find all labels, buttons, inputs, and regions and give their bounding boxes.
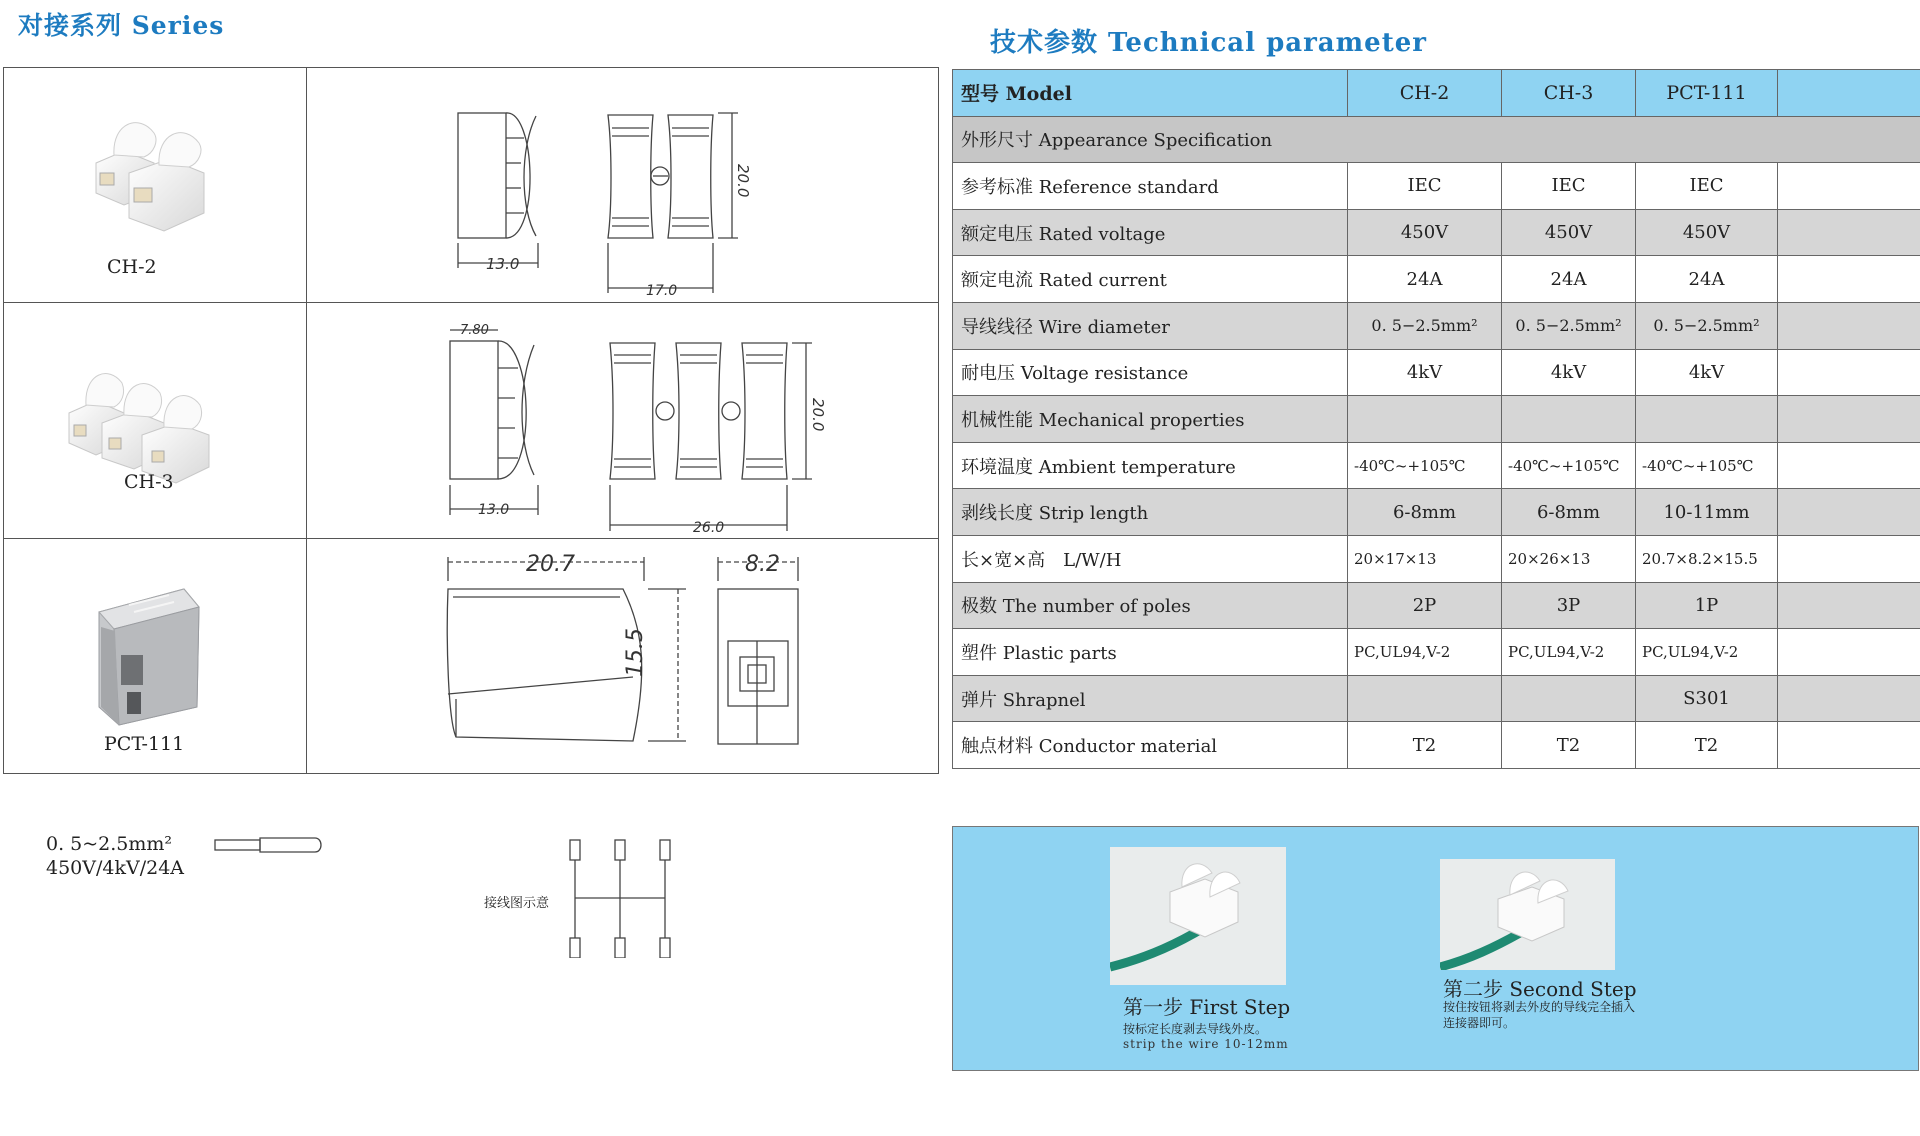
step2-desc — [1443, 999, 1635, 1031]
spec-cell-empty — [1778, 209, 1920, 256]
spec-cell-empty — [1778, 349, 1920, 396]
ch3-top-depth-label: 7.80 — [460, 323, 489, 338]
spec-cell: -40℃~+105℃ — [1348, 442, 1502, 489]
spec-cell-empty — [1778, 396, 1920, 443]
step2-desc-line1: 按住按钮将剥去外皮的导线完全插入 — [1443, 1000, 1636, 1014]
spec-cell: -40℃~+105℃ — [1636, 442, 1778, 489]
spec-cell: IEC — [1502, 163, 1636, 210]
spec-row-current — [953, 256, 1920, 303]
spec-row-label: 环境温度 Ambient temperature — [953, 442, 1348, 489]
spec-cell: 4kV — [1636, 349, 1778, 396]
spec-cell-empty — [1778, 582, 1920, 629]
step1-connector-icon — [1110, 847, 1286, 985]
wiring-diagram-label: 接线图示意 — [484, 896, 550, 911]
spec-cell — [1502, 396, 1636, 443]
product-photo-ch2 — [4, 68, 307, 302]
spec-cell: PC,UL94,V-2 — [1502, 629, 1636, 676]
spec-cell: PC,UL94,V-2 — [1348, 629, 1502, 676]
product-photo-pct111 — [4, 539, 307, 774]
spec-row-label: 机械性能 Mechanical properties — [953, 396, 1348, 443]
wire-spec-range: 0. 5~2.5mm² — [46, 833, 173, 855]
spec-cell: 6-8mm — [1502, 489, 1636, 536]
spec-row-label: 极数 The number of poles — [953, 582, 1348, 629]
spec-cell-empty — [1778, 489, 1920, 536]
spec-cell: 4kV — [1502, 349, 1636, 396]
spec-row-label: 参考标准 Reference standard — [953, 163, 1348, 210]
model-label-ch2: CH-2 — [107, 256, 157, 278]
spec-row-label: 塑件 Plastic parts — [953, 629, 1348, 676]
spec-row-standard — [953, 163, 1920, 210]
step1-title: 第一步 First Step — [1123, 995, 1291, 1019]
spec-header-empty — [1778, 70, 1920, 117]
pct111-dimension-drawing — [308, 539, 938, 774]
installation-steps — [952, 826, 1919, 1071]
spec-row-poles — [953, 582, 1920, 629]
spec-cell-empty — [1778, 256, 1920, 303]
spec-cell — [1502, 675, 1636, 722]
spec-cell — [1348, 675, 1502, 722]
spec-cell: 1P — [1636, 582, 1778, 629]
spec-row-voltage-resistance — [953, 349, 1920, 396]
spec-header-model: CH-3 — [1502, 70, 1636, 117]
spec-row-conductor — [953, 722, 1920, 769]
product-photo-ch3 — [4, 303, 307, 538]
step1-photo — [1110, 847, 1286, 985]
spec-cell: 6-8mm — [1348, 489, 1502, 536]
spec-cell — [1348, 396, 1502, 443]
drawing-pct111 — [308, 539, 938, 774]
series-row-ch2 — [4, 68, 938, 303]
spec-cell-empty — [1778, 302, 1920, 349]
step2-title: 第二步 Second Step — [1443, 977, 1637, 1001]
spec-row-label: 弹片 Shrapnel — [953, 675, 1348, 722]
spec-cell: 2P — [1348, 582, 1502, 629]
spec-header-row — [953, 70, 1920, 117]
spec-row-appearance — [953, 116, 1920, 163]
ch2-width-label: 17.0 — [646, 283, 678, 299]
spec-row-shrapnel — [953, 675, 1920, 722]
spec-cell: 4kV — [1348, 349, 1502, 396]
spec-cell: 0. 5−2.5mm² — [1348, 302, 1502, 349]
spec-row-mechanical — [953, 396, 1920, 443]
step1-desc-en: strip the wire 10-12mm — [1123, 1037, 1289, 1051]
spec-row-plastic — [953, 629, 1920, 676]
spec-cell: 20×17×13 — [1348, 535, 1502, 582]
spec-cell: 0. 5−2.5mm² — [1636, 302, 1778, 349]
ch3-depth-label: 13.0 — [478, 502, 510, 518]
series-title: 对接系列 Series — [18, 11, 225, 40]
wire-spec-ratings: 450V/4kV/24A — [46, 857, 185, 879]
spec-cell — [1636, 396, 1778, 443]
spec-cell-empty — [1778, 629, 1920, 676]
model-label-ch3: CH-3 — [124, 471, 174, 493]
spec-cell: 24A — [1636, 256, 1778, 303]
ch3-connector-icon — [4, 303, 307, 539]
spec-cell-empty — [1778, 722, 1920, 769]
spec-header-model: CH-2 — [1348, 70, 1502, 117]
spec-row-label: 额定电压 Rated voltage — [953, 209, 1348, 256]
spec-cell-empty — [1778, 675, 1920, 722]
spec-row-wire-diameter — [953, 302, 1920, 349]
spec-row-label: 外形尺寸 Appearance Specification — [953, 116, 1920, 163]
drawing-ch2 — [308, 68, 938, 302]
spec-row-label: 耐电压 Voltage resistance — [953, 349, 1348, 396]
spec-row-label: 导线线径 Wire diameter — [953, 302, 1348, 349]
spec-cell: T2 — [1502, 722, 1636, 769]
ch2-dimension-drawing — [308, 68, 938, 303]
spec-row-voltage — [953, 209, 1920, 256]
ch3-dimension-drawing — [308, 303, 938, 539]
spec-row-temperature — [953, 442, 1920, 489]
spec-row-strip-length — [953, 489, 1920, 536]
spec-cell: 450V — [1348, 209, 1502, 256]
series-row-ch3 — [4, 303, 938, 539]
spec-row-label: 剥线长度 Strip length — [953, 489, 1348, 536]
spec-cell: 20×26×13 — [1502, 535, 1636, 582]
spec-cell: T2 — [1636, 722, 1778, 769]
spec-cell: 0. 5−2.5mm² — [1502, 302, 1636, 349]
pct111-height-label: 15.5 — [623, 628, 648, 677]
spec-cell: 24A — [1502, 256, 1636, 303]
spec-cell-empty — [1778, 442, 1920, 489]
spec-cell-empty — [1778, 163, 1920, 210]
pct111-width-label: 8.2 — [745, 552, 780, 577]
spec-cell: 450V — [1636, 209, 1778, 256]
step2-connector-icon — [1440, 859, 1615, 970]
step1-desc: 按标定长度剥去导线外皮。 — [1123, 1022, 1268, 1036]
spec-table — [952, 69, 1920, 769]
ch2-height-label: 20.0 — [734, 164, 752, 198]
wire-spec-note — [46, 832, 184, 880]
spec-row-label: 额定电流 Rated current — [953, 256, 1348, 303]
spec-row-label: 触点材料 Conductor material — [953, 722, 1348, 769]
pct111-length-label: 20.7 — [526, 552, 575, 577]
spec-cell: S301 — [1636, 675, 1778, 722]
spec-row-lwh — [953, 535, 1920, 582]
spec-cell: 3P — [1502, 582, 1636, 629]
step2-photo — [1440, 859, 1615, 970]
wire-icon — [213, 834, 323, 858]
ch3-width-label: 26.0 — [693, 520, 725, 536]
spec-cell: IEC — [1348, 163, 1502, 210]
spec-cell-empty — [1778, 535, 1920, 582]
spec-cell: 20.7×8.2×15.5 — [1636, 535, 1778, 582]
series-row-pct111 — [4, 539, 938, 774]
technical-title: 技术参数 Technical parameter — [990, 28, 1427, 58]
spec-cell: 24A — [1348, 256, 1502, 303]
ch3-height-label: 20.0 — [809, 398, 827, 432]
ch2-depth-label: 13.0 — [486, 255, 520, 273]
spec-row-label: 长×宽×高 L/W/H — [953, 535, 1348, 582]
series-grid — [3, 67, 939, 774]
spec-header-label: 型号 Model — [953, 70, 1348, 117]
spec-cell: IEC — [1636, 163, 1778, 210]
wiring-diagram-icon — [560, 838, 680, 958]
spec-cell: T2 — [1348, 722, 1502, 769]
spec-cell: -40℃~+105℃ — [1502, 442, 1636, 489]
spec-header-model: PCT-111 — [1636, 70, 1778, 117]
step2-desc-line2: 连接器即可。 — [1443, 1016, 1516, 1030]
drawing-ch3 — [308, 303, 938, 538]
model-label-pct111: PCT-111 — [104, 733, 185, 755]
spec-cell: 10-11mm — [1636, 489, 1778, 536]
spec-cell: PC,UL94,V-2 — [1636, 629, 1778, 676]
spec-cell: 450V — [1502, 209, 1636, 256]
